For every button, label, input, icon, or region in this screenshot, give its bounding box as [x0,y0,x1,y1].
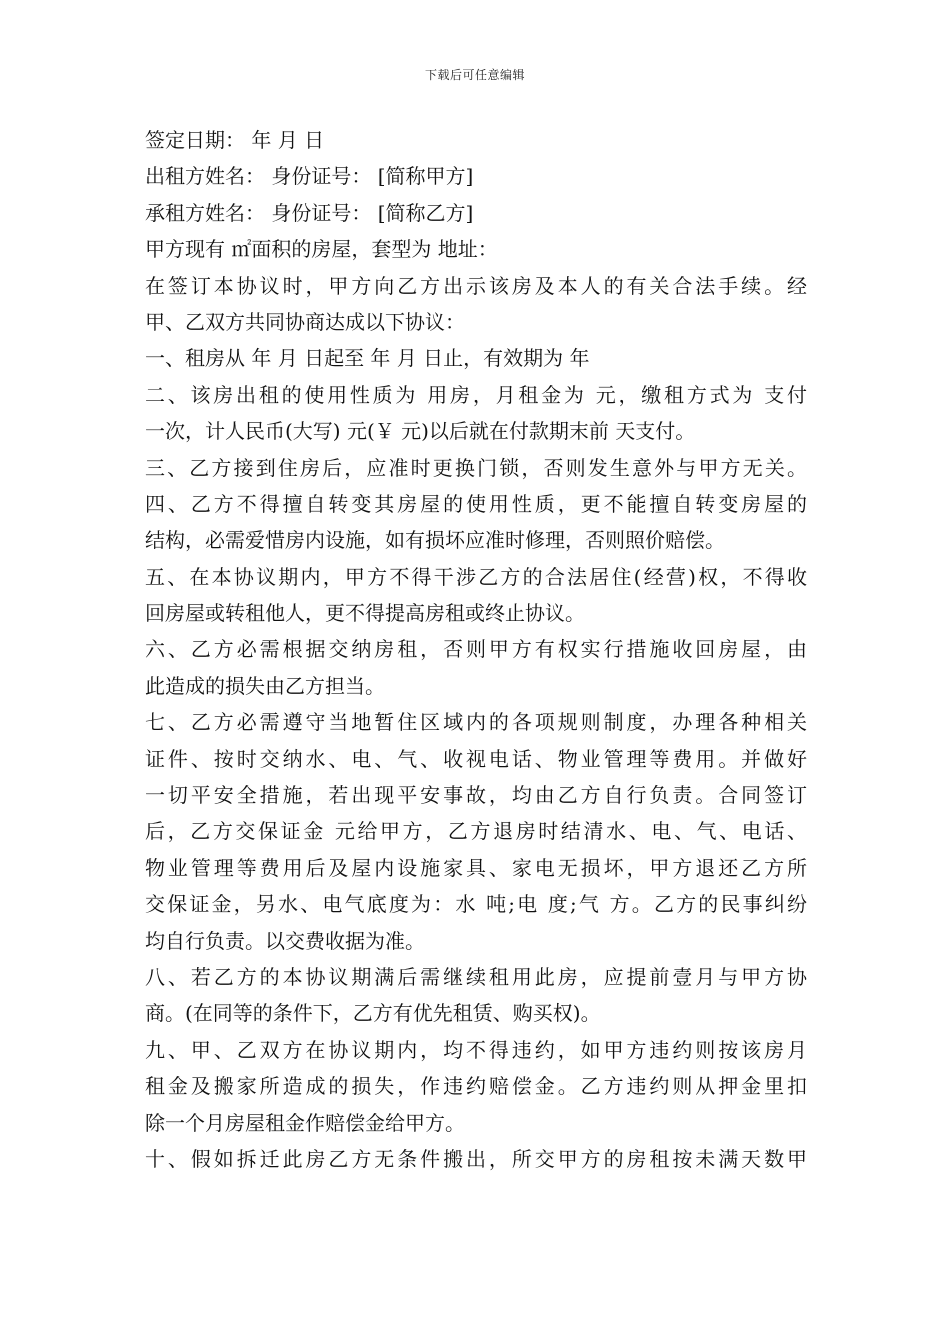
document-line: 八、若乙方的本协议期满后需继续租用此房，应提前壹月与甲方协 [145,964,807,989]
document-body [145,122,807,1177]
document-line: 证件、按时交纳水、电、气、收视电话、物业管理等费用。并做好 [145,746,807,771]
document-line: 结构，必需爱惜房内设施，如有损坏应准时修理，否则照价赔偿。 [145,528,725,553]
header-note: 下载后可任意编辑 [424,68,525,82]
document-line: 甲方现有 ㎡面积的房屋，套型为 地址： [145,237,498,262]
document-line: 二、该房出租的使用性质为 用房，月租金为 元，缴租方式为 支付 [145,382,807,407]
document-line: 承租方姓名： 身份证号： [简称乙方] [145,200,474,225]
document-line: 五、在本协议期内，甲方不得干涉乙方的合法居住(经营)权，不得收 [145,564,807,589]
document-line: 出租方姓名： 身份证号： [简称甲方] [145,164,474,189]
document-line: 一次，计人民币(大写) 元(￥ 元)以后就在付款期末前 天支付。 [145,419,696,444]
document-line: 在签订本协议时，甲方向乙方出示该房及本人的有关合法手续。经 [145,273,807,298]
document-line: 六、乙方必需根据交纳房租，否则甲方有权实行措施收回房屋，由 [145,637,807,662]
document-line: 九、甲、乙双方在协议期内，均不得违约，如甲方违约则按该房月 [145,1037,807,1062]
document-line: 一切平安全措施，若出现平安事故，均由乙方自行负责。合同签订 [145,783,807,808]
document-line: 后，乙方交保证金 元给甲方，乙方退房时结清水、电、气、电话、 [145,819,807,844]
document-line: 物业管理等费用后及屋内设施家具、家电无损坏，甲方退还乙方所 [145,855,807,880]
document-line: 租金及搬家所造成的损失，作违约赔偿金。乙方违约则从押金里扣 [145,1074,807,1099]
document-line: 均自行负责。以交费收据为准。 [145,928,425,953]
document-line: 十、假如拆迁此房乙方无条件搬出，所交甲方的房租按未满天数甲 [145,1146,807,1171]
document-line: 除一个月房屋租金作赔偿金给甲方。 [145,1110,465,1135]
document-line: 甲、乙双方共同协商达成以下协议： [145,309,465,334]
document-line: 交保证金，另水、电气底度为：水 吨;电 度;气 方。乙方的民事纠纷 [145,892,807,917]
document-line: 三、乙方接到住房后，应准时更换门锁，否则发生意外与甲方无关。 [145,455,807,480]
document-line: 四、乙方不得擅自转变其房屋的使用性质，更不能擅自转变房屋的 [145,491,807,516]
document-line: 此造成的损失由乙方担当。 [145,673,385,698]
document-line: 商。(在同等的条件下，乙方有优先租赁、购买权)。 [145,1001,601,1026]
document-line: 七、乙方必需遵守当地暂住区域内的各项规则制度，办理各种相关 [145,710,807,735]
document-line: 回房屋或转租他人，更不得提高房租或终止协议。 [145,601,585,626]
document-line: 一、租房从 年 月 日起至 年 月 日止，有效期为 年 [145,346,590,371]
document-line: 签定日期： 年 月 日 [145,128,325,152]
